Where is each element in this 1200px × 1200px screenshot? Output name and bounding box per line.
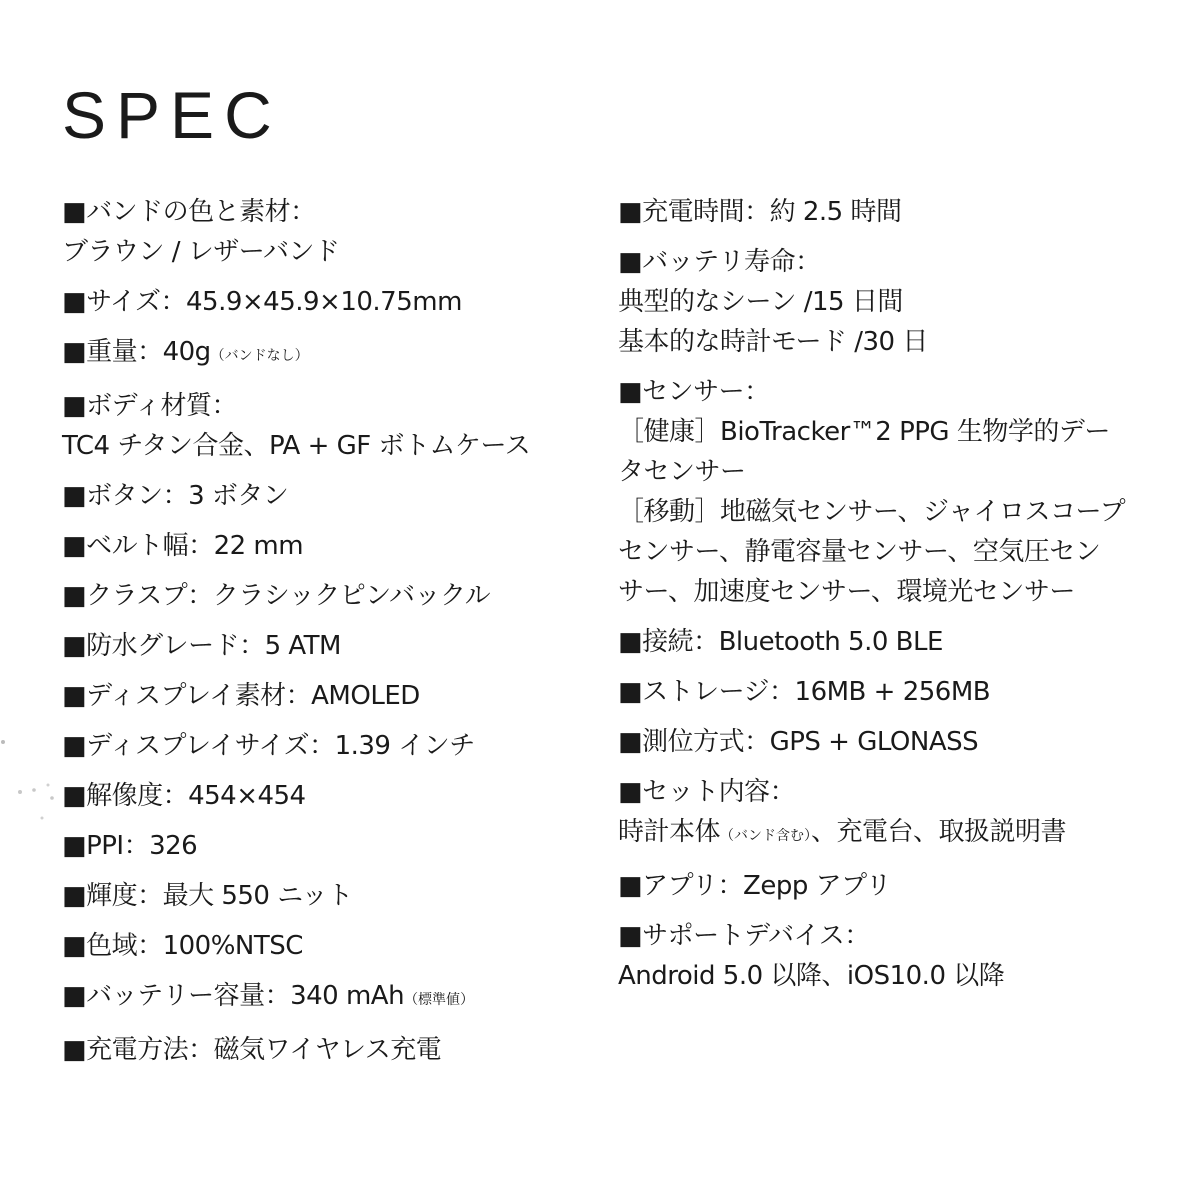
spec-item-value [618,452,1158,492]
spec-text: ■ボディ材質： [62,391,237,421]
spec-text: ■ディスプレイサイズ：1.39 インチ [62,731,475,761]
spec-item-heading [618,622,1158,662]
spec-text: ■充電時間：約 2.5 時間 [618,197,902,227]
spec-item-heading [62,332,582,376]
spec-item-heading [62,876,582,916]
spec-text: ■センサー： [618,377,770,407]
spec-note: （標準値） [404,992,475,1008]
spec-item [62,386,582,466]
spec-text: ■ディスプレイ素材：AMOLED [62,681,420,711]
spec-item [62,626,582,666]
spec-text: Android 5.0 以降、iOS10.0 以降 [618,961,1005,991]
spec-item [618,866,1158,906]
spec-item-heading [62,776,582,816]
spec-item-heading [62,526,582,566]
spec-item [62,676,582,716]
spec-text: ［移動］地磁気センサー、ジャイロスコープ [618,497,1126,527]
spec-item-heading [62,826,582,866]
spec-item-heading [62,926,582,966]
spec-item-heading [62,386,582,426]
spec-item [618,722,1158,762]
spec-item-value [62,426,582,466]
spec-item-heading [618,866,1158,906]
spec-text: ■測位方式：GPS + GLONASS [618,727,979,757]
spec-item [62,332,582,376]
spec-text: ■アプリ：Zepp アプリ [618,871,892,901]
page-title: SPEC [62,78,282,152]
spec-text: ■バンドの色と素材： [62,197,316,227]
spec-text: ■防水グレード：5 ATM [62,631,341,661]
spec-item [62,776,582,816]
spec-item [62,282,582,322]
spec-item [618,242,1158,362]
spec-text: TC4 チタン合金、PA + GF ボトムケース [62,431,531,461]
spec-item [62,476,582,516]
spec-item-value [618,956,1158,996]
spec-item [62,826,582,866]
spec-item-heading [62,282,582,322]
spec-item-value [618,532,1158,572]
spec-text: ■ストレージ：16MB + 256MB [618,677,991,707]
spec-text: ブラウン / レザーバンド [62,237,340,267]
spec-text: ■重量：40g [62,337,211,367]
spec-note: （バンドなし） [210,348,309,364]
spec-item-heading [62,626,582,666]
spec-item [62,192,582,272]
spec-item-heading [618,192,1158,232]
spec-item-value [618,412,1158,452]
spec-item-heading [62,576,582,616]
spec-text: センサー、静電容量センサー、空気圧セン [618,537,1101,567]
spec-text-tail: 、充電台、取扱説明書 [811,817,1067,847]
spec-item-heading [618,772,1158,812]
spec-item-heading [618,372,1158,412]
spec-item-value [618,572,1158,612]
spec-item-heading [618,672,1158,712]
spec-column-left [62,192,582,1080]
spec-text: 典型的なシーン /15 日間 [618,287,903,317]
spec-item-value [618,492,1158,532]
spec-item [618,916,1158,996]
spec-column-right [618,192,1158,1006]
spec-item-heading [62,476,582,516]
spec-item [618,772,1158,856]
spec-item-heading [62,676,582,716]
spec-text: ■充電方法：磁気ワイヤレス充電 [62,1035,442,1065]
spec-text: ■輝度：最大 550 ニット [62,881,353,911]
spec-item [618,672,1158,712]
spec-text: ■ベルト幅：22 mm [62,531,304,561]
spec-item-value [618,812,1158,856]
spec-item-value [62,232,582,272]
spec-text: ■ボタン：3 ボタン [62,481,289,511]
spec-item [618,192,1158,232]
spec-text: ■解像度：454×454 [62,781,306,811]
spec-item [62,976,582,1020]
spec-item-heading [62,1030,582,1070]
spec-item [62,1030,582,1070]
spec-item-heading [62,726,582,766]
spec-item-heading [618,722,1158,762]
spec-item [62,926,582,966]
spec-text: ■バッテリー容量：340 mAh [62,981,405,1011]
spec-text: ■接続：Bluetooth 5.0 BLE [618,627,943,657]
spec-item-heading [618,242,1158,282]
spec-item-value [618,282,1158,322]
spec-text: 時計本体 [618,817,721,847]
spec-text: 基本的な時計モード /30 日 [618,327,928,357]
spec-text: ■PPI：326 [62,831,198,861]
spec-text: タセンサー [618,457,746,487]
spec-item [62,876,582,916]
spec-text: ■サイズ：45.9×45.9×10.75mm [62,287,462,317]
spec-item-value [618,322,1158,362]
spec-text: サー、加速度センサー、環境光センサー [618,577,1075,607]
spec-text: ■クラスプ：クラシックピンバックル [62,581,491,611]
decorative-dots [0,740,70,830]
spec-item [618,622,1158,662]
spec-item [62,576,582,616]
spec-item [62,526,582,566]
spec-text: ■セット内容： [618,777,796,807]
spec-item-heading [62,976,582,1020]
spec-item-heading [618,916,1158,956]
spec-text: ［健康］BioTracker™2 PPG 生物学的デー [618,417,1110,447]
spec-item [62,726,582,766]
spec-text: ■バッテリ寿命： [618,247,821,277]
spec-text: ■色域：100%NTSC [62,931,303,961]
spec-item-heading [62,192,582,232]
spec-text: ■サポートデバイス： [618,921,870,951]
spec-item [618,372,1158,612]
spec-note: （バンド含む） [720,828,812,844]
